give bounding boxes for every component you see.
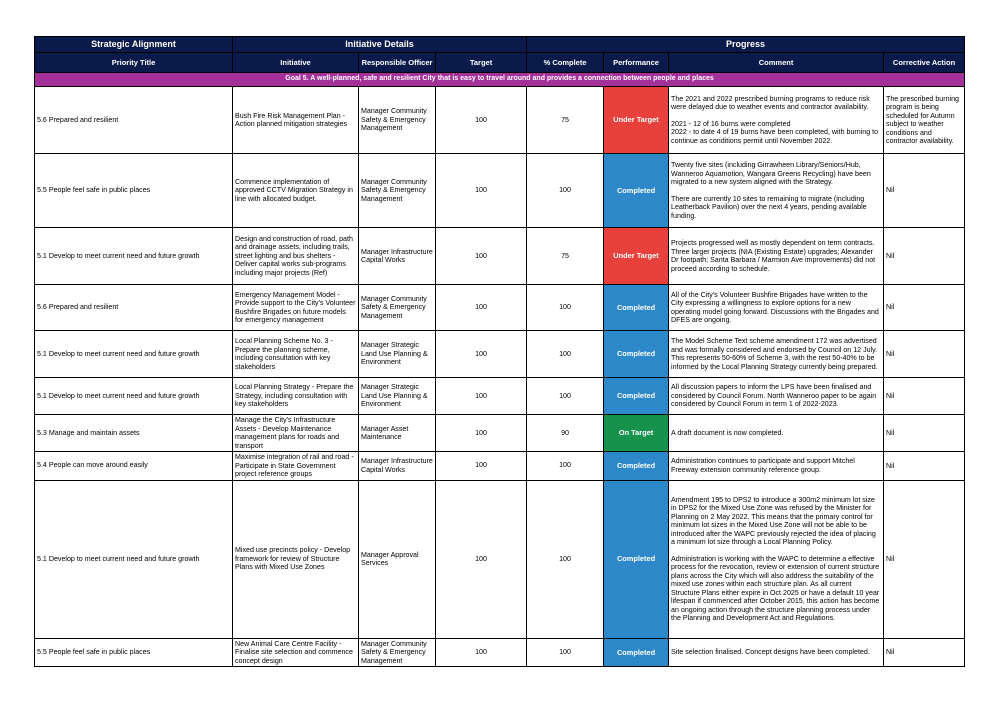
percent-complete-cell: 100 — [527, 452, 604, 481]
corrective-action-cell: The prescribed burning program is being scheduled for Autumn subject to weather conditions and contractor availability. — [884, 87, 965, 154]
corrective-action-cell: Nil — [884, 331, 965, 378]
col-target: Target — [436, 53, 527, 73]
responsible-officer-cell: Manager Strategic Land Use Planning & Environment — [359, 331, 436, 378]
comment-cell — [669, 285, 884, 331]
table-row — [35, 480, 965, 638]
priority-title-cell: 5.5 People feel safe in public places — [35, 638, 233, 667]
comment-paragraph: Site selection finalised. Concept designs have been completed. — [671, 648, 870, 656]
percent-complete-cell: 100 — [527, 378, 604, 415]
initiative-cell: Mixed use precincts policy - Develop framework for review of Structure Plans with Mixed Use Zones — [233, 480, 359, 638]
responsible-officer-cell: Manager Community Safety & Emergency Management — [359, 87, 436, 154]
priority-title-cell: 5.6 Prepared and resilient — [35, 285, 233, 331]
target-cell: 100 — [436, 87, 527, 154]
col-responsible-officer: Responsible Officer — [359, 53, 436, 73]
responsible-officer-cell: Manager Strategic Land Use Planning & Environment — [359, 378, 436, 415]
initiative-cell: Manage the City's Infrastructure Assets - Develop Maintenance management plans for roads and transport — [233, 415, 359, 452]
performance-status-cell: Under Target — [604, 87, 669, 154]
comment-cell — [669, 415, 884, 452]
percent-complete-cell: 75 — [527, 87, 604, 154]
responsible-officer-cell: Manager Approval Services — [359, 480, 436, 638]
comment-paragraph: The 2021 and 2022 prescribed burning programs to reduce risk were delayed due to weather events and contractor availability. — [671, 94, 870, 112]
table-row — [35, 415, 965, 452]
table-row — [35, 87, 965, 154]
comment-paragraph: There are currently 10 sites to remaining to migrate (including Leatherback Pavilion) over the next 4 years, pending available funding. — [671, 194, 867, 220]
percent-complete-cell: 100 — [527, 480, 604, 638]
target-cell: 100 — [436, 228, 527, 285]
corrective-action-cell: Nil — [884, 228, 965, 285]
comment-cell — [669, 638, 884, 667]
target-cell: 100 — [436, 452, 527, 481]
target-cell: 100 — [436, 480, 527, 638]
goal-title: Goal 5. A well-planned, safe and resilient City that is easy to travel around and provides a connection between people and places — [35, 73, 965, 87]
corrective-action-cell: Nil — [884, 638, 965, 667]
table-row — [35, 285, 965, 331]
performance-status-cell: Completed — [604, 285, 669, 331]
percent-complete-cell: 100 — [527, 285, 604, 331]
group-strategic-alignment: Strategic Alignment — [35, 37, 233, 53]
table-row — [35, 154, 965, 228]
performance-status-cell: On Target — [604, 415, 669, 452]
comment-paragraph: A draft document is now completed. — [671, 428, 784, 437]
percent-complete-cell: 100 — [527, 638, 604, 667]
performance-status-cell: Completed — [604, 331, 669, 378]
priority-title-cell: 5.1 Develop to meet current need and future growth — [35, 378, 233, 415]
col-percent-complete: % Complete — [527, 53, 604, 73]
group-progress: Progress — [527, 37, 965, 53]
table-row — [35, 378, 965, 415]
performance-status-cell: Completed — [604, 154, 669, 228]
corrective-action-cell: Nil — [884, 378, 965, 415]
initiative-cell: New Animal Care Centre Facility - Finalise site selection and commence concept design — [233, 638, 359, 667]
header-group-row — [35, 37, 965, 53]
performance-status-cell: Completed — [604, 638, 669, 667]
initiative-cell: Commence implementation of approved CCTV Migration Strategy in line with allocated budget. — [233, 154, 359, 228]
comment-paragraph: Projects progressed well as mostly dependent on term contracts. Three larger projects (NIA (Existing Estate) upgrades; Alexander Dr footpath; Santa Barbara / Marmion Ave improvements) did not proceed according to schedule. — [671, 239, 876, 273]
initiative-cell: Bush Fire Risk Management Plan - Action planned mitigation strategies — [233, 87, 359, 154]
initiative-cell: Local Planning Strategy - Prepare the Strategy, including consultation with key stakeholders — [233, 378, 359, 415]
table-row — [35, 638, 965, 667]
comment-paragraph: All of the City's Volunteer Bushfire Brigades have written to the City expressing a willingness to explore options for a new operating model going forward. Discussions with the Brigades and DFES are ongoing. — [671, 290, 879, 324]
target-cell: 100 — [436, 285, 527, 331]
col-corrective-action: Corrective Action — [884, 53, 965, 73]
responsible-officer-cell: Manager Community Safety & Emergency Management — [359, 638, 436, 667]
priority-title-cell: 5.1 Develop to meet current need and future growth — [35, 228, 233, 285]
col-performance: Performance — [604, 53, 669, 73]
responsible-officer-cell: Manager Asset Maintenance — [359, 415, 436, 452]
comment-paragraph: Twenty five sites (including Girrawheen Library/Seniors/Hub, Wanneroo Aquamotion, Wangara Greens Recycling) have been migrated to a new system aligned with the Strategy. — [671, 161, 871, 186]
responsible-officer-cell: Manager Community Safety & Emergency Management — [359, 285, 436, 331]
corrective-action-cell: Nil — [884, 285, 965, 331]
performance-status-cell: Completed — [604, 452, 669, 481]
comment-paragraph: The Model Scheme Text scheme amendment 172 was advertised and was formally considered and endorsed by Council on 12 July. This represents 50-60% of Scheme 3, with the rest 50-40% to be informed by the Local Planning Strategy currently being prepared. — [671, 337, 878, 371]
comment-cell — [669, 452, 884, 481]
priority-title-cell: 5.1 Develop to meet current need and future growth — [35, 331, 233, 378]
group-initiative-details: Initiative Details — [233, 37, 527, 53]
performance-status-cell: Completed — [604, 480, 669, 638]
target-cell: 100 — [436, 378, 527, 415]
percent-complete-cell: 75 — [527, 228, 604, 285]
comment-cell — [669, 378, 884, 415]
performance-status-cell: Completed — [604, 378, 669, 415]
col-initiative: Initiative — [233, 53, 359, 73]
table-row — [35, 228, 965, 285]
initiative-cell: Emergency Management Model - Provide support to the City's Volunteer Bushfire Brigades on future models for emergency management — [233, 285, 359, 331]
comment-cell — [669, 331, 884, 378]
col-priority-title: Priority Title — [35, 53, 233, 73]
priority-title-cell: 5.1 Develop to meet current need and future growth — [35, 480, 233, 638]
target-cell: 100 — [436, 415, 527, 452]
percent-complete-cell: 100 — [527, 154, 604, 228]
table-row — [35, 331, 965, 378]
comment-cell — [669, 154, 884, 228]
target-cell: 100 — [436, 331, 527, 378]
percent-complete-cell: 90 — [527, 415, 604, 452]
comment-paragraph: Administration continues to participate and support Mitchel Freeway extension community reference group. — [671, 457, 855, 474]
priority-title-cell: 5.6 Prepared and resilient — [35, 87, 233, 154]
comment-cell — [669, 87, 884, 154]
comment-cell — [669, 228, 884, 285]
table-row — [35, 452, 965, 481]
corrective-action-cell: Nil — [884, 415, 965, 452]
responsible-officer-cell: Manager Infrastructure Capital Works — [359, 452, 436, 481]
header-column-row — [35, 53, 965, 73]
percent-complete-cell: 100 — [527, 331, 604, 378]
comment-cell — [669, 480, 884, 638]
comment-paragraph: All discussion papers to inform the LPS have been finalised and considered by Council Forum. North Wanneroo paper to be again considered by Council Forum in term 1 of 2022-2023. — [671, 383, 877, 409]
initiative-progress-table — [34, 36, 965, 667]
responsible-officer-cell: Manager Community Safety & Emergency Management — [359, 154, 436, 228]
comment-paragraph: Amendment 195 to DPS2 to introduce a 300m2 minimum lot size in DPS2 for the Mixed Use Zone was refused by the Minister for Planning on 2 May 2022. This means that the primary control for minimum lot sizes in the Mixed Use Zone will not be able to be introduced after the WAPC previously rejected the idea of placing a minimum lot size through a Local Planning Policy. — [671, 495, 876, 546]
comment-paragraph: 2021 - 12 of 16 burns were completed 2022 - to date 4 of 19 burns have been completed, with burning to continue as conditions permit until November 2022. — [671, 119, 879, 145]
goal-row — [35, 73, 965, 87]
performance-status-cell: Under Target — [604, 228, 669, 285]
responsible-officer-cell: Manager Infrastructure Capital Works — [359, 228, 436, 285]
initiative-cell: Maximise integration of rail and road - Participate in State Government project reference groups — [233, 452, 359, 481]
target-cell: 100 — [436, 638, 527, 667]
priority-title-cell: 5.3 Manage and maintain assets — [35, 415, 233, 452]
corrective-action-cell: Nil — [884, 154, 965, 228]
col-comment: Comment — [669, 53, 884, 73]
target-cell: 100 — [436, 154, 527, 228]
comment-paragraph: Administration is working with the WAPC to determine a effective process for the revocation, review or extension of current structure plans across the City which will also address the suitability of the mixed use zones within each structure plan. As all current Structure Plans either expire in Oct 2025 or have a default 10 year lifespan if commenced after October 2015, this action has become an ongoing action through the structure planning process under the Planning and Development Act and Regulations. — [671, 554, 880, 622]
priority-title-cell: 5.4 People can move around easily — [35, 452, 233, 481]
initiative-cell: Design and construction of road, path and drainage assets, including trails, street lighting and bus shelters - Deliver capital works sub-programs including major projects (Ref) — [233, 228, 359, 285]
corrective-action-cell: Nil — [884, 452, 965, 481]
initiative-cell: Local Planning Scheme No. 3 - Prepare the planning scheme, including consultation with key stakeholders — [233, 331, 359, 378]
corrective-action-cell: Nil — [884, 480, 965, 638]
priority-title-cell: 5.5 People feel safe in public places — [35, 154, 233, 228]
